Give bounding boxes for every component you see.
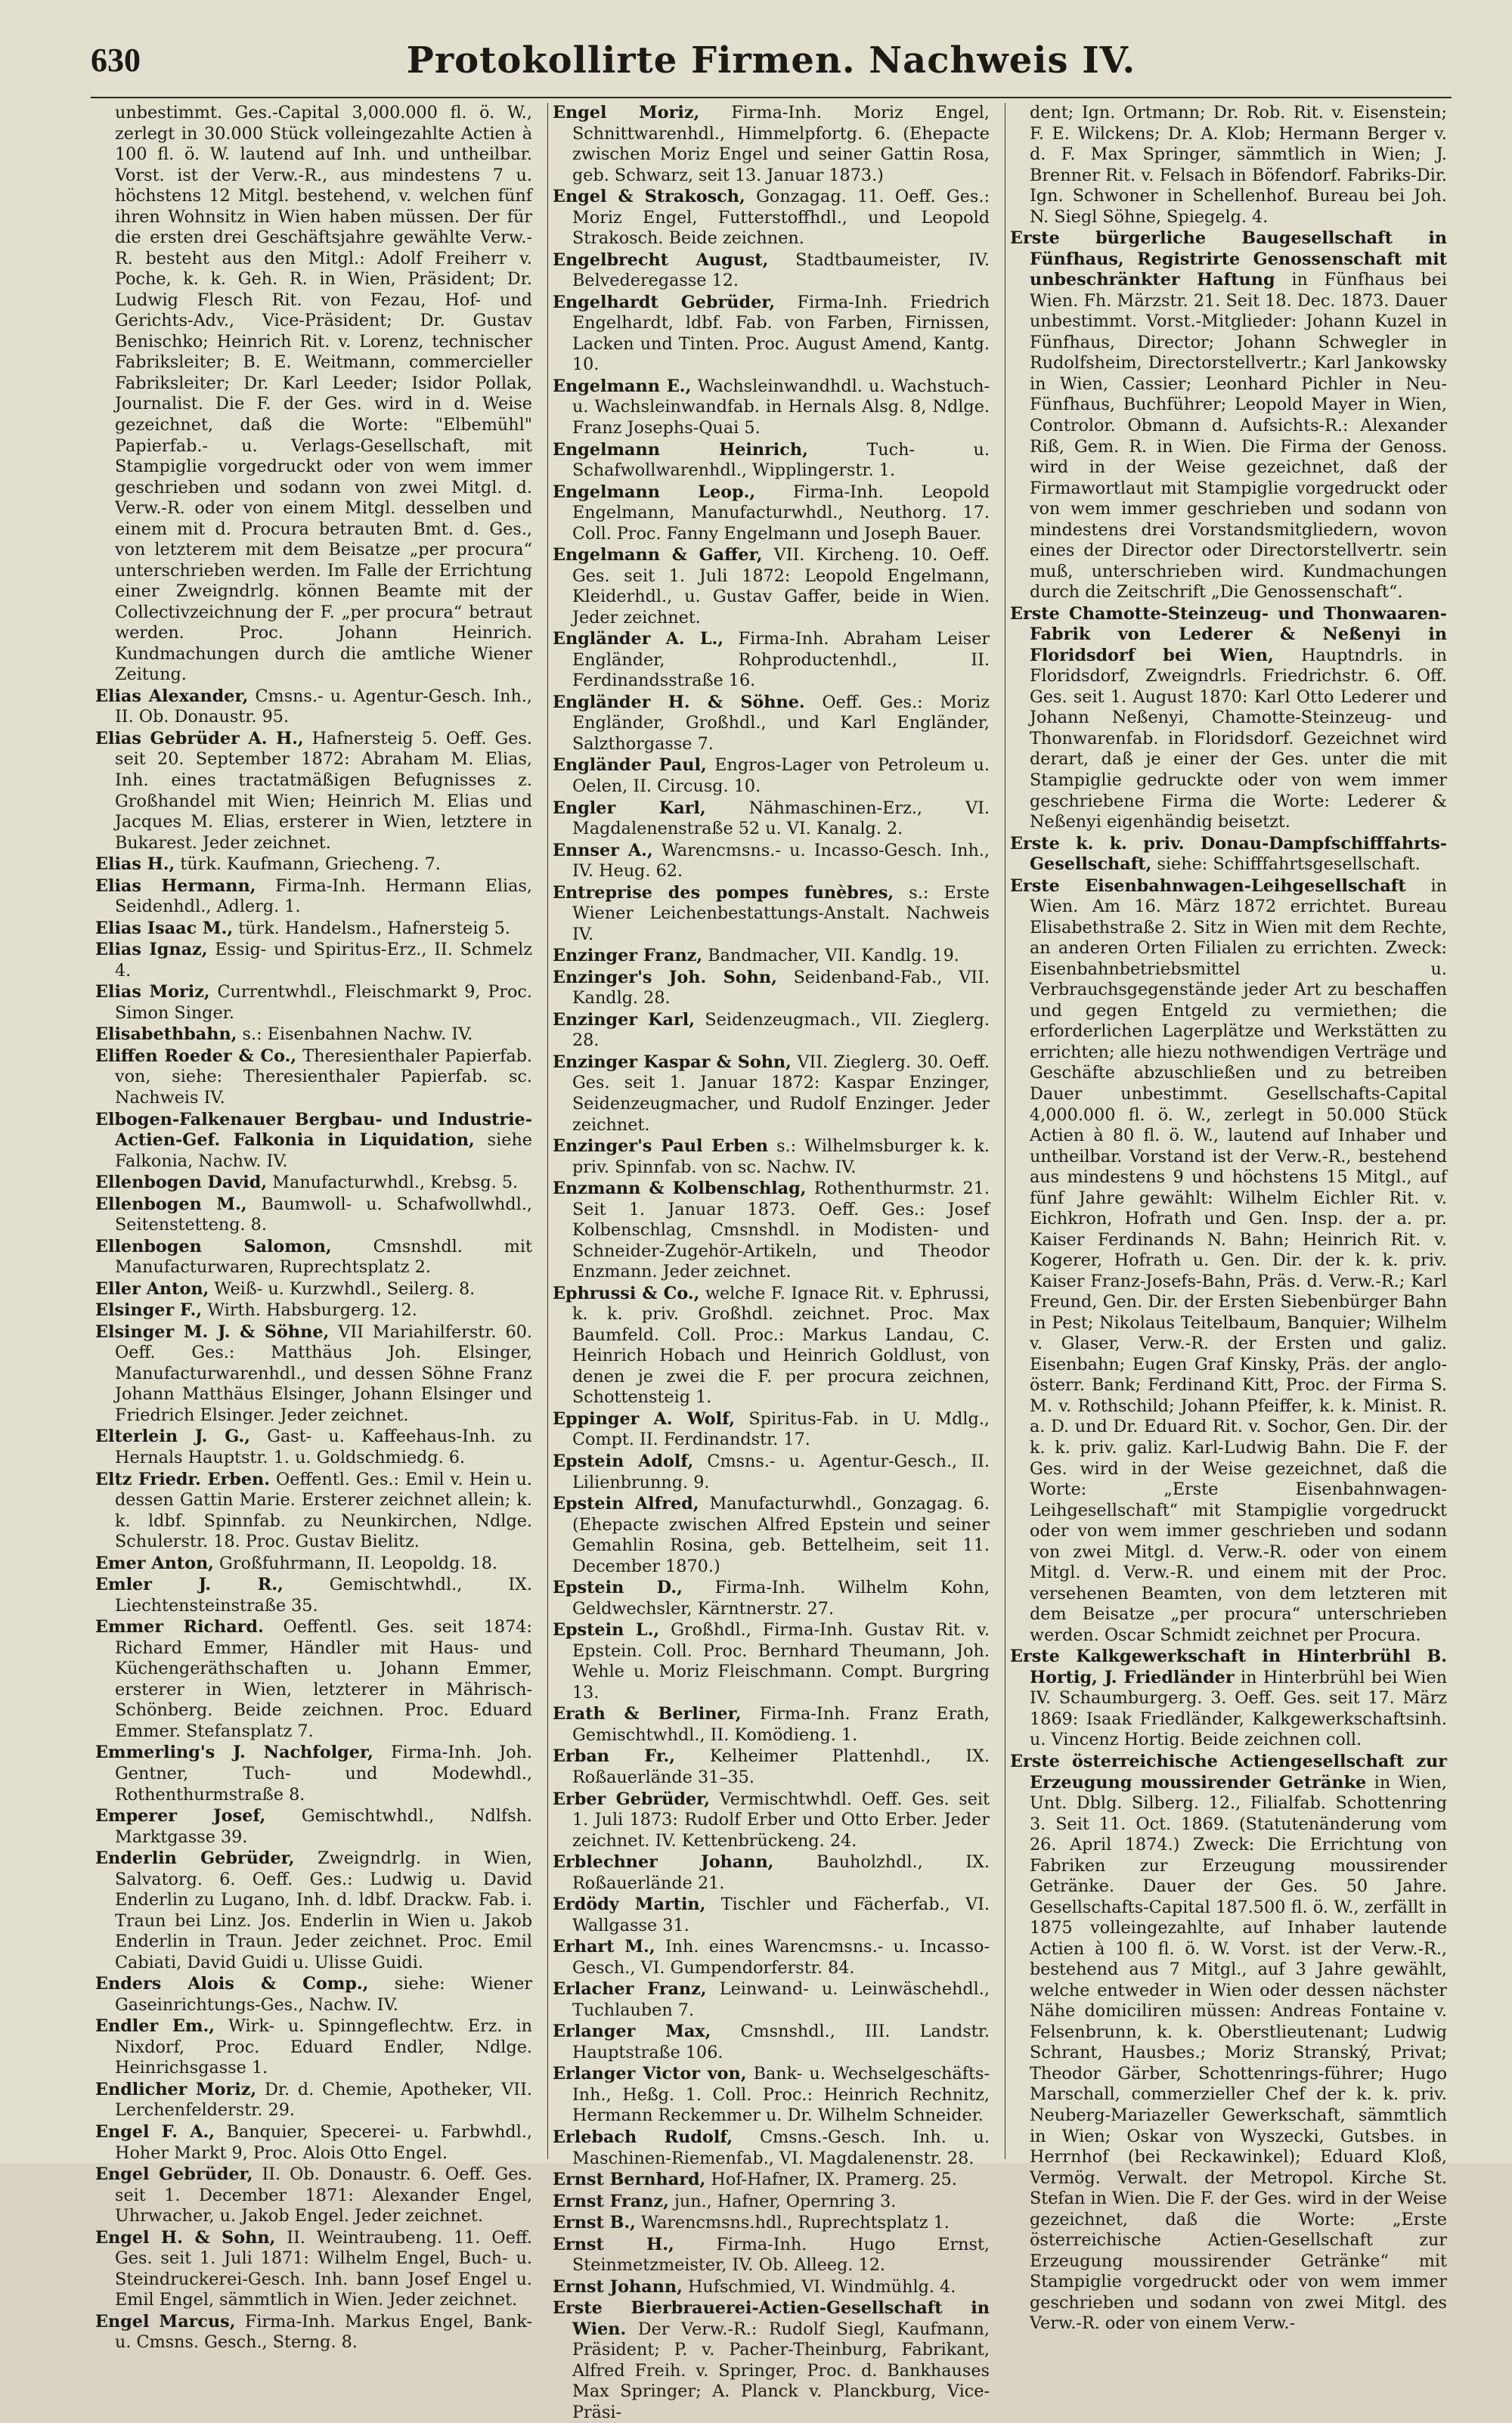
entry-text: Gemischtwhdl., IX. Liechtensteinstraße 35. xyxy=(115,1575,532,1616)
directory-entry xyxy=(553,1010,990,1052)
directory-entry xyxy=(1010,1647,1447,1751)
entry-text: Bandmacher, VII. Kandlg. 19. xyxy=(708,946,959,966)
entry-text: Warencmsns.- u. Incasso-Gesch. Inh., IV. Heug. 62. xyxy=(572,840,990,882)
firm-name: Elisabethbahn, xyxy=(95,1024,237,1045)
directory-entry xyxy=(553,1852,990,1894)
firm-name: Ernst Johann, xyxy=(553,2276,683,2297)
entry-text: VII. Kircheng. 10. Oeff. Ges. seit 1. Juli 1872: Leopold Engelmann, Kleiderhdl., u. Gustav Gaffer, beide in Wien. Jeder zeichnet. xyxy=(572,545,990,627)
entry-text: II. Ob. Donaustr. 6. Oeff. Ges. seit 1. December 1871: Alexander Engel, Uhrwacher, u. Jakob Engel. Jeder zeichnet. xyxy=(115,2164,533,2226)
firm-name: Elias Hermann, xyxy=(95,875,256,896)
directory-entry xyxy=(95,982,532,1024)
entry-text: Manufacturwhdl., Krebsg. 5. xyxy=(272,1173,519,1193)
firm-name: Elsinger M. J. & Söhne, xyxy=(95,1321,330,1342)
entry-text: Cmsnshdl., III. Landstr. Hauptstraße 106. xyxy=(572,2022,990,2062)
firm-name: Engelmann Leop., xyxy=(553,482,756,502)
entry-text: Großhdl., Firma-Inh. Gustav Rit. v. Epstein. Coll. Proc. Bernhard Theumann, Joh. Wehle u. Moriz Fleischmann. Compt. Burgring 13. xyxy=(572,1620,990,1703)
directory-entry xyxy=(95,919,532,940)
directory-entry xyxy=(553,693,990,755)
firm-name: Engel Moriz, xyxy=(553,103,700,122)
firm-name: Ernst B., xyxy=(553,2213,636,2233)
firm-name: Entreprise des pompes funèbres, xyxy=(553,882,894,903)
entry-text: in Wien. Am 16. März 1872 errichtet. Bureau Elisabethstraße 2. Sitz in Wien mit dem Rechte, an anderen Orten Filialen zu errichten. Zweck: Eisenbahnbetriebsmittel u. Verbrauchsgegenstände jeder Art zu beschaffen und gegen Entgeld zu vermiethen; die erforderlichen Lagerplätze und Werkstätten zu errichten; alle hiezu nothwendigen Verträge und Geschäfte abzuschließen und zu betreiben Dauer unbestimmt. Gesellschafts-Capital 4,000.000 fl. ö. W., zerlegt in 50.000 Stück Actien à 80 fl. ö. W., lautend auf Inhaber und untheilbar. Vorstand ist der Verw.-R., bestehend aus mindestens 9 und höchstens 15 Mitgl., auf fünf Jahre gewählt: Wilhelm Eichler Rit. v. Eichkron, Hofrath und Gen. Insp. der a. pr. Kaiser Ferdinands N. Bahn; Heinrich Rit. v. Kogerer, Hofrath u. Gen. Dir. der k. k. priv. Kaiser Franz-Josefs-Bahn, Präs. d. Verw.-R.; Karl Freund, Gen. Dir. der Ersten Siebenbürger Bahn in Pest; Nikolaus Teitelbaum, Banquier; Wilhelm v. Glaser, Verw.-R. der Ersten und galiz. Eisenbahn; Eugen Graf Kinsky, Präs. der anglo-österr. Bank; Ferdinand Kitt, Proc. der Firma S. M. v. Rothschild; Johann Pfeiffer, k. k. Minist. R. a. D. und Dr. Eduard Rit. v. Sochor, Gen. Dir. der k. k. priv. galiz. Karl-Ludwig Bahn. Die F. der Ges. wird in der Weise gezeichnet, daß die Worte: „Erste Eisenbahnwagen-Leihgesellschaft“ mit Stampiglie vorgedruckt oder von wem immer geschrieben und sodann von zwei Mitgl. d. Verw.-R. oder von einem Mitgl. d. Verw.-R. und einem mit der Proc. versehenen Beamten, von dem letzteren mit dem Beisatze „per procura“ unterschrieben werden. Oscar Schmidt zeichnet per Procura. xyxy=(1030,875,1448,1645)
firm-name: Elias Moriz, xyxy=(95,982,210,1002)
firm-name: Erste Eisenbahnwagen-Leihgesellschaft xyxy=(1010,875,1406,896)
firm-name: Epstein Alfred, xyxy=(553,1494,699,1514)
firm-name: Engländer A. L., xyxy=(553,629,724,649)
directory-entry xyxy=(1010,834,1447,875)
firm-name: Erber Gebrüder, xyxy=(553,1789,711,1809)
directory-entry xyxy=(95,1322,532,1427)
directory-entry xyxy=(1010,604,1447,833)
page-number: 630 xyxy=(91,42,141,79)
entry-text: Leinwand- u. Leinwäschehdl., Tuchlauben 7. xyxy=(572,1979,990,2020)
entry-text: Manufacturwhdl., Gonzagag. 6. (Ehepacte zwischen Alfred Epstein und seiner Gemahlin Rosina, geb. Bettelheim, seit 11. December 1870.) xyxy=(572,1494,990,1576)
columns-container xyxy=(91,103,1452,2422)
entry-text: dent; Ign. Ortmann; Dr. Rob. Rit. v. Eisenstein; F. E. Wilckens; Dr. A. Klob; Hermann Berger v. d. F. Max Springer, sämmtlich in Wien; J. Brenner Rit. v. Felsach in Böfendorf. Fabriks-Dir. Ign. Schwoner in Schellenhof. Bureau bei Joh. N. Siegl Söhne, Spiegelg. 4. xyxy=(1030,103,1447,227)
firm-name: Engelbrecht August, xyxy=(553,249,769,270)
firm-name: Erste österreichische Actiengesellschaft zur Erzeugung moussirender Getränke xyxy=(1010,1751,1447,1792)
firm-name: Eppinger A. Wolf, xyxy=(553,1408,736,1429)
firm-name: Engler Karl, xyxy=(553,798,706,818)
directory-entry xyxy=(553,798,990,840)
firm-name: Engelmann Heinrich, xyxy=(553,439,808,460)
firm-name: Enzinger Franz, xyxy=(553,946,703,966)
entry-text: Hof-Hafner, IX. Pramerg. 25. xyxy=(711,2170,957,2190)
column-left xyxy=(91,103,537,2353)
directory-entry xyxy=(553,1746,990,1788)
entry-text: Rothenthurmstr. 21. Seit 1. Januar 1873. Oeff. Ges.: Josef Kolbenschlag, Cmsnshdl. in Modisten- und Schneider-Zugehör-Artikeln, und Theodor Enzmann. Jeder zeichnet. xyxy=(572,1179,990,1282)
entry-text: Nähmaschinen-Erz., VI. Magdalenenstraße 52 u. VI. Kanalg. 2. xyxy=(572,798,990,839)
firm-name: Engelhardt Gebrüder, xyxy=(553,292,776,312)
firm-name: Elias H., xyxy=(95,854,175,875)
entry-text: Engros-Lager von Petroleum u. Oelen, II. Circusg. 10. xyxy=(572,755,990,796)
firm-name: Ephrussi & Co., xyxy=(553,1283,700,1303)
directory-entry xyxy=(95,854,532,875)
firm-name: Ennser A., xyxy=(553,840,653,860)
entry-text: Dr. d. Chemie, Apotheker, VII. Lerchenfelderstr. 29. xyxy=(115,2079,532,2121)
entry-text: s.: Eisenbahnen Nachw. IV. xyxy=(242,1024,473,1045)
directory-entry xyxy=(95,1974,532,2016)
directory-entry xyxy=(553,1136,990,1178)
directory-entry xyxy=(553,250,990,292)
entry-text: Tuch- u. Schafwollwarenhdl., Wipplingerstr. 1. xyxy=(572,439,990,481)
entry-text: Wachsleinwandhdl. u. Wachstuch- u. Wachsleinwandfab. in Hernals Alsg. 8, Ndlge. Franz Josephs-Quai 5. xyxy=(572,376,990,438)
directory-entry xyxy=(553,1895,990,1936)
directory-entry xyxy=(553,1452,990,1493)
directory-entry xyxy=(553,968,990,1009)
directory-entry xyxy=(95,2164,532,2227)
directory-entry xyxy=(95,1300,532,1321)
entry-text: in Fünfhaus bei Wien. Fh. Märzstr. 21. Seit 18. Dec. 1873. Dauer unbestimmt. Vorst.-Mitglieder: Johann Kuzel in Fünfhaus, Director; Johann Schwegler in Rudolfsheim, Directorstellvertr.; Karl Jankowsky in Wien, Cassier; Leonhard Pichler in Neu-Fünfhaus, Buchführer; Leopold Mayer in Wien, Controlor. Obmann d. Aufsichts-R.: Alexander Riß, Gem. R. in Wien. Die Firma der Genoss. wird in der Weise gezeichnet, daß der Firmawortlaut mit Stampiglie vorgedruckt oder von wem immer geschrieben und sodann von mindestens drei Vorstandsmitgliedern, wovon eines der Director oder Directorstellvertr. sein muß, unterschrieben wird. Kundmachungen durch die Zeitschrift „Die Genossenschaft“. xyxy=(1030,270,1448,603)
firm-name: Ellenbogen David, xyxy=(95,1173,268,1193)
firm-name: Ellenbogen Salomon, xyxy=(95,1236,332,1256)
directory-entry xyxy=(95,1848,532,1973)
entry-text: welche F. Ignace Rit. v. Ephrussi, k. k. priv. Großhdl. zeichnet. Proc. Max Baumfeld. Coll. Proc.: Markus Landau, C. Heinrich Hobach und Heinrich Goldlust, von denen je zwei die F. per procura zeichnen, Schottensteig 1. xyxy=(572,1283,990,1408)
entry-text: siehe: Schifffahrtsgesellschaft. xyxy=(1157,854,1421,875)
directory-entry xyxy=(95,876,532,918)
directory-entry xyxy=(553,440,990,482)
directory-entry xyxy=(95,2312,532,2353)
firm-name: Enders Alois & Comp., xyxy=(95,1974,369,1994)
directory-entry xyxy=(553,1979,990,2021)
entry-text: Hufschmied, VI. Windmühlg. 4. xyxy=(687,2276,956,2297)
directory-entry xyxy=(553,2127,990,2169)
directory-entry xyxy=(95,1554,532,1575)
entry-text: s.: Erste Wiener Leichenbestattungs-Anstalt. Nachweis IV. xyxy=(572,882,990,944)
firm-name: Elias Ignaz, xyxy=(95,940,208,960)
directory-entry xyxy=(553,376,990,439)
entry-text: II. Weintraubeng. 11. Oeff. Ges. seit 1. Juli 1871: Wilhelm Engel, Buch- u. Steindruckerei-Gesch. Inh. bann Josef Engel u. Emil Engel, sämmtlich in Wien. Jeder zeichnet. xyxy=(115,2227,533,2310)
entry-text: Inh. eines Warencmsns.- u. Incasso-Gesch., VI. Gumpendorferstr. 84. xyxy=(572,1937,990,1978)
directory-entry xyxy=(95,1194,532,1236)
directory-entry xyxy=(95,2228,532,2311)
entry-text: jun., Hafner, Opernring 3. xyxy=(674,2191,897,2211)
entry-text: Firma-Inh. Joh. Gentner, Tuch- und Modewhdl., Rothenthurmstraße 8. xyxy=(115,1743,533,1805)
directory-entry xyxy=(95,2122,532,2164)
firm-name: Enzmann & Kolbenschlag, xyxy=(553,1179,807,1199)
entry-text: Weiß- u. Kurzwhdl., Seilerg. 8. xyxy=(214,1278,476,1299)
firm-name: Emler J. R., xyxy=(95,1575,284,1595)
firm-name: Erste Kalkgewerkschaft in Hinterbrühl B. Hortig, J. Friedländer xyxy=(1010,1647,1447,1687)
firm-name: Enderlin Gebrüder, xyxy=(95,1848,295,1869)
directory-entry xyxy=(553,2235,990,2276)
directory-entry xyxy=(95,103,532,686)
entry-text: Gast- u. Kaffeehaus-Inh. zu Hernals Hauptstr. 1. u. Goldschmiedg. 6. xyxy=(115,1427,532,1467)
firm-name: Erste bürgerliche Baugesellschaft in Fünfhaus, Registrirte Genossenschaft mit unbeschränkter Haftung xyxy=(1010,228,1447,290)
firm-name: Epstein L., xyxy=(553,1620,660,1641)
directory-entry xyxy=(553,1789,990,1852)
entry-text: Gonzagag. 11. Oeff. Ges.: Moriz Engel, Futterstoffhdl., und Leopold Strakosch. Beide zeichnen. xyxy=(572,187,990,249)
directory-entry xyxy=(553,629,990,692)
directory-entry xyxy=(553,1409,990,1451)
directory-entry xyxy=(95,1427,532,1468)
entry-text: Hafnersteig 5. Oeff. Ges. seit 20. September 1872: Abraham M. Elias, Inh. eines tractatmäßigen Befugnisses z. Großhandel mit Wien; Heinrich M. Elias und Jacques M. Elias, ersterer in Wien, letztere in Bukarest. Jeder zeichnet. xyxy=(115,728,532,853)
entry-text: siehe Falkonia, Nachw. IV. xyxy=(115,1130,532,1171)
directory-entry xyxy=(95,1110,532,1173)
firm-name: Erste k. k. priv. Donau-Dampfschifffahrts-Gesellschaft, xyxy=(1010,833,1447,875)
firm-name: Erste Bierbrauerei-Actien-Gesellschaft in Wien. xyxy=(553,2298,990,2339)
directory-entry xyxy=(553,1578,990,1619)
firm-name: Erdödy Martin, xyxy=(553,1895,706,1915)
entry-text: Cmsnshdl. mit Manufacturwaren, Ruprechtsplatz 2. xyxy=(115,1236,533,1278)
directory-entry xyxy=(553,2192,990,2213)
firm-name: Engel Marcus, xyxy=(95,2311,236,2332)
directory-entry xyxy=(553,1620,990,1703)
entry-text: Seidenband-Fab., VII. Kandlg. 28. xyxy=(572,967,990,1009)
firm-name: Elsinger F., xyxy=(95,1300,203,1321)
directory-entry xyxy=(95,940,532,981)
entry-text: Wirth. Habsburgerg. 12. xyxy=(207,1300,417,1321)
directory-entry xyxy=(95,2080,532,2121)
firm-name: Elterlein J. G., xyxy=(95,1427,251,1447)
firm-name: Erblechner Johann, xyxy=(553,1852,774,1873)
firm-name: Endlicher Moriz, xyxy=(95,2079,257,2099)
directory-entry xyxy=(553,2277,990,2298)
entry-text: in Wien, Unt. Dblg. Silberg. 12., Filialfab. Schottenring 3. Seit 11. Oct. 1869. (Statutenänderung vom 26. April 1874.) Zweck: Die Errichtung von Fabriken zur Erzeugung moussirender Getränke. Dauer der Ges. 50 Jahre. Gesellschafts-Capital 187.500 fl. ö. W., zerfällt in 1875 volleingezahlte, auf Inhaber lautende Actien à 100 fl. ö. W. Vorst. ist der Verw.-R., bestehend aus 7 Mitgl., auf 3 Jahre gewählt, welche entweder in Wien oder dessen nächster Nähe domiciliren müssen: Andreas Fontaine v. Felsenbrunn, k. k. Oberstlieutenant; Ludwig Schrant, Hausbes.; Moriz Stranský, Privat; Theodor Gärber, Schottenrings-führer; Hugo Marschall, commerzieller Chef der k. k. priv. Neuberg-Mariazeller Gewerkschaft, sämmtlich in Wien; Oskar von Wyszecki, Gutsbes. in Herrnhof (bei Reckawinkel); Eduard Kloß, Vermög. Verwalt. der Metropol. Kirche St. Stefan in Wien. Die F. der Ges. wird in der Weise gezeichnet, daß die Worte: „Erste österreichische Actien-Gesellschaft zur Erzeugung moussirender Getränke“ mit Stampiglie vorgedruckt oder von wem immer geschrieben und sodann von zwei Mitgl. des Verw.-R. oder von einem Verw.- xyxy=(1030,1772,1447,2334)
entry-text: Seidenzeugmach., VII. Zieglerg. 28. xyxy=(572,1009,990,1051)
entry-text: Gemischtwhdl., Ndlfsh. Marktgasse 39. xyxy=(115,1806,532,1847)
entry-text: Firma-Inh. Friedrich Engelhardt, ldbf. Fab. von Farben, Firnissen, Lacken und Tinten. Proc. August Amend, Kantg. 10. xyxy=(572,292,990,375)
entry-text: Firma-Inh. Wilhelm Kohn, Geldwechsler, Kärntnerstr. 27. xyxy=(572,1578,990,1619)
firm-name: Engelmann & Gaffer, xyxy=(553,545,763,565)
entry-text: s.: Wilhelmsburger k. k. priv. Spinnfab. von sc. Nachw. IV. xyxy=(572,1136,990,1177)
entry-text: unbestimmt. Ges.-Capital 3,000.000 fl. ö. W., zerlegt in 30.000 Stück volleingezahlte Actien à 100 fl. ö. W. lautend auf Inh. und untheilbar. Vorst. ist der Verw.-R., aus mindestens 7 u. höchstens 12 Mitgl. bestehend, v. welchen fünf ihren Wohnsitz in Wien haben müssen. Der für die ersten drei Geschäftsjahre gewählte Verw.-R. besteht aus den Mitgl.: Adolf Freiherr v. Poche, k. k. Geh. R. in Wien, Präsident; Dr. Ludwig Flesch Rit. von Fezau, Hof- und Gerichts-Adv., Vice-Präsident; Dr. Gustav Benischko; Heinrich Rit. v. Lorenz, technischer Fabriksleiter; B. E. Weitmann, commercieller Fabriksleiter; Dr. Karl Leeder; Isidor Pollak, Journalist. Die F. der Ges. wird in d. Weise gezeichnet, daß die Worte: "Elbemühl" Papierfab.- u. Verlags-Gesellschaft, mit Stampiglie vorgedruckt oder von wem immer geschrieben und sodann von zwei Mitgl. d. Verw.-R. oder von einem Mitgl. desselben und einem mit d. Procura betrauten Bmt. d. Ges., von letzterem mit dem Beisatze „per procura“ unterschrieben werden. Im Falle der Errichtung einer Zweigndrlg. können Beamte mit der Collectivzeichnung der F. „per procura“ betraut werden. Proc. Johann Heinrich. Kundmachungen durch die amtliche Wiener Zeitung. xyxy=(115,103,532,685)
firm-name: Ernst H., xyxy=(553,2234,674,2254)
directory-entry xyxy=(553,946,990,967)
entry-text: VII. Zieglerg. 30. Oeff. Ges. seit 1. Januar 1872: Kaspar Enzinger, Seidenzeugmacher, und Rudolf Enzinger. Jeder zeichnet. xyxy=(572,1052,990,1135)
firm-name: Erhart M., xyxy=(553,1937,655,1957)
directory-entry xyxy=(553,187,990,249)
directory-entry xyxy=(553,1284,990,1408)
entry-text: Hauptndrls. in Floridsdorf, Zweigndrls. Friedrichstr. 6. Off. Ges. seit 1. August 1870: Karl Otto Lederer und Johann Neßenyi, Chamotte-Steinzeug- und Thonwarenfab. in Floridsdorf. Gezeichnet wird derart, daß je einer der Ges. unter die mit Stampiglie gedruckte oder von wem immer geschriebene Firma die Worte: Lederer & Neßenyi eigenhändig beisetzt. xyxy=(1030,645,1447,832)
firm-name: Emperer Josef, xyxy=(95,1806,266,1827)
directory-entry xyxy=(95,1046,532,1109)
entry-text: Der Verw.-R.: Rudolf Siegl, Kaufmann, Präsident; P. v. Pacher-Theinburg, Fabrikant, Alfred Freih. v. Springer, Proc. d. Bankhauses Max Springer; A. Planck v. Planckburg, Vice-Präsi- xyxy=(572,2319,990,2422)
firm-name: Emer Anton, xyxy=(95,1553,214,1573)
firm-name: Erban Fr., xyxy=(553,1746,676,1767)
directory-entry xyxy=(1010,228,1447,603)
entry-text: Firma-Inh. Abraham Leiser Engländer, Rohproductenhdl., II. Ferdinandsstraße 16. xyxy=(572,629,990,691)
firm-name: Elias Alexander, xyxy=(95,686,249,706)
entry-text: Bank- u. Wechselgeschäfts-Inh., Heßg. 1. Coll. Proc.: Heinrich Rechnitz, Hermann Reckemmer u. Dr. Wilhelm Schneider. xyxy=(572,2064,990,2126)
firm-name: Enzinger Kaspar & Sohn, xyxy=(553,1052,792,1072)
directory-entry xyxy=(1010,103,1447,228)
firm-name: Erlanger Victor von, xyxy=(553,2064,747,2084)
directory-entry xyxy=(553,1704,990,1746)
directory-entry xyxy=(553,755,990,797)
firm-name: Elias Isaac M., xyxy=(95,918,234,938)
entry-text: Theresienthaler Papierfab. von, siehe: Theresienthaler Papierfab. sc. Nachweis IV. xyxy=(115,1046,532,1108)
entry-text: Oeff. Ges.: Moriz Engländer, Großhdl., und Karl Engländer, Salzthorgasse 7. xyxy=(572,692,990,754)
entry-text: Spiritus-Fab. in U. Mdlg., Compt. II. Ferdinandstr. 17. xyxy=(572,1408,990,1450)
entry-text: Cmsns.- u. Agentur-Gesch., II. Lilienbrunng. 9. xyxy=(572,1452,990,1492)
entry-text: Kelheimer Plattenhdl., IX. Roßauerlände 31–35. xyxy=(572,1746,990,1787)
directory-entry xyxy=(553,2170,990,2191)
directory-entry xyxy=(95,1470,532,1553)
firm-name: Emmerling's J. Nachfolger, xyxy=(95,1743,373,1763)
directory-entry xyxy=(553,2022,990,2063)
directory-entry xyxy=(95,1743,532,1805)
directory-entry xyxy=(553,2213,990,2234)
firm-name: Ernst Franz, xyxy=(553,2191,669,2211)
running-title: Protokollirte Firmen. Nachweis IV. xyxy=(406,39,1136,82)
directory-entry xyxy=(553,883,990,946)
directory-entry xyxy=(553,103,990,186)
entry-text: Firma-Inh. Franz Erath, Gemischtwhdl., II. Komödieng. 1. xyxy=(572,1704,990,1745)
entry-text: Bauholzhdl., IX. Roßauerlände 21. xyxy=(572,1852,990,1893)
entry-text: Vermischtwhdl. Oeff. Ges. seit 1. Juli 1873: Rudolf Erber und Otto Erber. Jeder zeichnet. IV. Kettenbrückeng. 24. xyxy=(572,1789,990,1851)
directory-entry xyxy=(95,686,532,728)
directory-entry xyxy=(95,1575,532,1616)
directory-entry xyxy=(1010,876,1447,1647)
directory-entry xyxy=(553,545,990,628)
directory-entry xyxy=(95,1806,532,1848)
entry-text: türk. Kaufmann, Griecheng. 7. xyxy=(180,854,441,875)
entry-text: Cmsns.- u. Agentur-Gesch. Inh., II. Ob. Donaustr. 95. xyxy=(115,686,532,727)
directory-entry xyxy=(553,1937,990,1978)
entry-text: türk. Handelsm., Hafnersteig 5. xyxy=(238,918,510,938)
directory-entry xyxy=(553,1052,990,1136)
firm-name: Engel H. & Sohn, xyxy=(95,2227,276,2248)
entry-text: VII Mariahilferstr. 60. Oeff. Ges.: Matthäus Joh. Elsinger, Manufacturwarenhdl., und dessen Söhne Franz Johann Matthäus Elsinger, Johann Elsinger und Friedrich Elsinger. Jeder zeichnet. xyxy=(115,1321,532,1425)
entry-text: Currentwhdl., Fleischmarkt 9, Proc. Simon Singer. xyxy=(115,982,532,1023)
directory-entry xyxy=(95,1617,532,1742)
firm-name: Engländer Paul, xyxy=(553,755,707,776)
firm-name: Emmer Richard. xyxy=(95,1617,264,1638)
entry-text: in Hinterbrühl bei Wien IV. Schaumburgerg. 3. Oeff. Ges. seit 17. März 1869: Isaak Friedländer, Kalkgewerkschaftsinh. u. Vincenz Hortig. Beide zeichnen coll. xyxy=(1030,1667,1447,1750)
directory-entry xyxy=(553,482,990,545)
firm-name: Erlanger Max, xyxy=(553,2022,711,2042)
directory-entry xyxy=(553,841,990,882)
directory-entry xyxy=(1010,1752,1447,2335)
firm-name: Erlacher Franz, xyxy=(553,1979,707,2000)
firm-name: Engel & Strakosch, xyxy=(553,187,745,207)
directory-entry xyxy=(95,2016,532,2079)
directory-entry xyxy=(95,1173,532,1194)
firm-name: Ellenbogen M., xyxy=(95,1194,247,1214)
firm-name: Eltz Friedr. Erben. xyxy=(95,1469,271,1489)
firm-name: Engländer H. & Söhne. xyxy=(553,692,805,712)
entry-text: Firma-Inh. Leopold Engelmann, Manufacturwhdl., Neuthorg. 17. Coll. Proc. Fanny Engelmann und Joseph Bauer. xyxy=(572,482,990,544)
firm-name: Eliffen Roeder & Co., xyxy=(95,1046,297,1066)
entry-text: Warencmsns.hdl., Ruprechtsplatz 1. xyxy=(641,2213,950,2233)
firm-name: Enzinger Karl, xyxy=(553,1009,695,1030)
entry-text: Baumwoll- u. Schafwollwhdl., Seitenstetteng. 8. xyxy=(115,1194,532,1235)
firm-name: Elbogen-Falkenauer Bergbau- und Industrie-Actien-Gef. Falkonia in Liquidation, xyxy=(95,1109,532,1151)
entry-text: Oeffentl. Ges.: Emil v. Hein u. dessen Gattin Marie. Ersterer zeichnet allein; k. k. ldbf. Spinnfab. zu Neunkirchen, Ndlge. Schulerstr. 18. Proc. Gustav Bielitz. xyxy=(115,1469,533,1552)
entry-text: Banquier, Specerei- u. Farbwhdl., Hoher Markt 9, Proc. Alois Otto Engel. xyxy=(115,2122,533,2163)
directory-entry xyxy=(553,1179,990,1283)
firm-name: Engel Gebrüder, xyxy=(95,2164,253,2185)
firm-name: Ernst Bernhard, xyxy=(553,2170,706,2190)
directory-entry xyxy=(95,1279,532,1300)
directory-entry xyxy=(553,293,990,376)
firm-name: Erste Chamotte-Steinzeug- und Thonwaaren-Fabrik von Lederer & Neßenyi in Floridsdorf bei Wien, xyxy=(1010,603,1447,665)
entry-text: Zweigndrlg. in Wien, Salvatorg. 6. Oeff. Ges.: Ludwig u. David Enderlin zu Lugano, Inh. d. ldbf. Drackw. Fab. i. Traun bei Linz. Jos. Enderlin in Wien u. Jakob Enderlin in Traun. Jeder zeichnet. Proc. Emil Cabiati, David Guidi u. Ulisse Guidi. xyxy=(115,1848,532,1972)
firm-name: Endler Em., xyxy=(95,2016,215,2037)
entry-text: siehe: Wiener Gaseinrichtungs-Ges., Nachw. IV. xyxy=(115,1974,532,2015)
entry-text: Firma-Inh. Hermann Elias, Seidenhdl., Adlerg. 1. xyxy=(115,875,532,917)
page-header xyxy=(91,36,1452,98)
directory-entry xyxy=(95,729,532,854)
firm-name: Engelmann E., xyxy=(553,376,692,396)
entry-text: Firma-Inh. Moriz Engel, Schnittwarenhdl., Himmelpfortg. 6. (Ehepacte zwischen Moriz Engel und seiner Gattin Rosa, geb. Schwarz, seit 13. Januar 1873.) xyxy=(572,103,990,185)
entry-text: Tischler und Fächerfab., VI. Wallgasse 31. xyxy=(572,1895,990,1935)
firm-name: Eller Anton, xyxy=(95,1278,209,1299)
directory-entry xyxy=(553,2064,990,2127)
firm-name: Epstein Adolf, xyxy=(553,1452,694,1471)
entry-text: Firma-Inh. Markus Engel, Bank- u. Cmsns. Gesch., Sterng. 8. xyxy=(115,2311,532,2353)
entry-text: Cmsns.-Gesch. Inh. u. Maschinen-Riemenfab., VI. Magdalenenstr. 28. xyxy=(572,2127,990,2168)
column-right xyxy=(1005,103,1452,2334)
column-middle xyxy=(547,103,994,2422)
entry-text: Wirk- u. Spinngeflechtw. Erz. in Nixdorf, Proc. Eduard Endler, Ndlge. Heinrichsgasse 1. xyxy=(115,2016,532,2078)
directory-entry xyxy=(95,1024,532,1046)
entry-text: Oeffentl. Ges. seit 1874: Richard Emmer, Händler mit Haus- und Küchengeräthschaften u. Johann Emmer, ersterer in Wien, letzterer in Mährisch-Schönberg. Beide zeichnen. Proc. Eduard Emmer. Stefansplatz 7. xyxy=(115,1617,532,1741)
firm-name: Erlebach Rudolf, xyxy=(553,2127,733,2147)
directory-entry xyxy=(95,1237,532,1278)
directory-entry xyxy=(553,1494,990,1577)
firm-name: Erath & Berliner, xyxy=(553,1704,742,1724)
entry-text: Stadtbaumeister, IV. Belvederegasse 12. xyxy=(572,249,990,291)
firm-name: Elias Gebrüder A. H., xyxy=(95,728,304,748)
firm-name: Enzinger's Joh. Sohn, xyxy=(553,967,777,987)
firm-name: Engel F. A., xyxy=(95,2122,215,2142)
entry-text: Firma-Inh. Hugo Ernst, Steinmetzmeister, IV. Ob. Alleeg. 12. xyxy=(572,2234,990,2276)
firm-name: Enzinger's Paul Erben xyxy=(553,1136,768,1157)
directory-entry xyxy=(553,2298,990,2423)
entry-text: Essig- und Spiritus-Erz., II. Schmelz 4. xyxy=(115,940,532,981)
firm-name: Epstein D., xyxy=(553,1578,683,1598)
entry-text: Großfuhrmann, II. Leopoldg. 18. xyxy=(219,1553,498,1573)
